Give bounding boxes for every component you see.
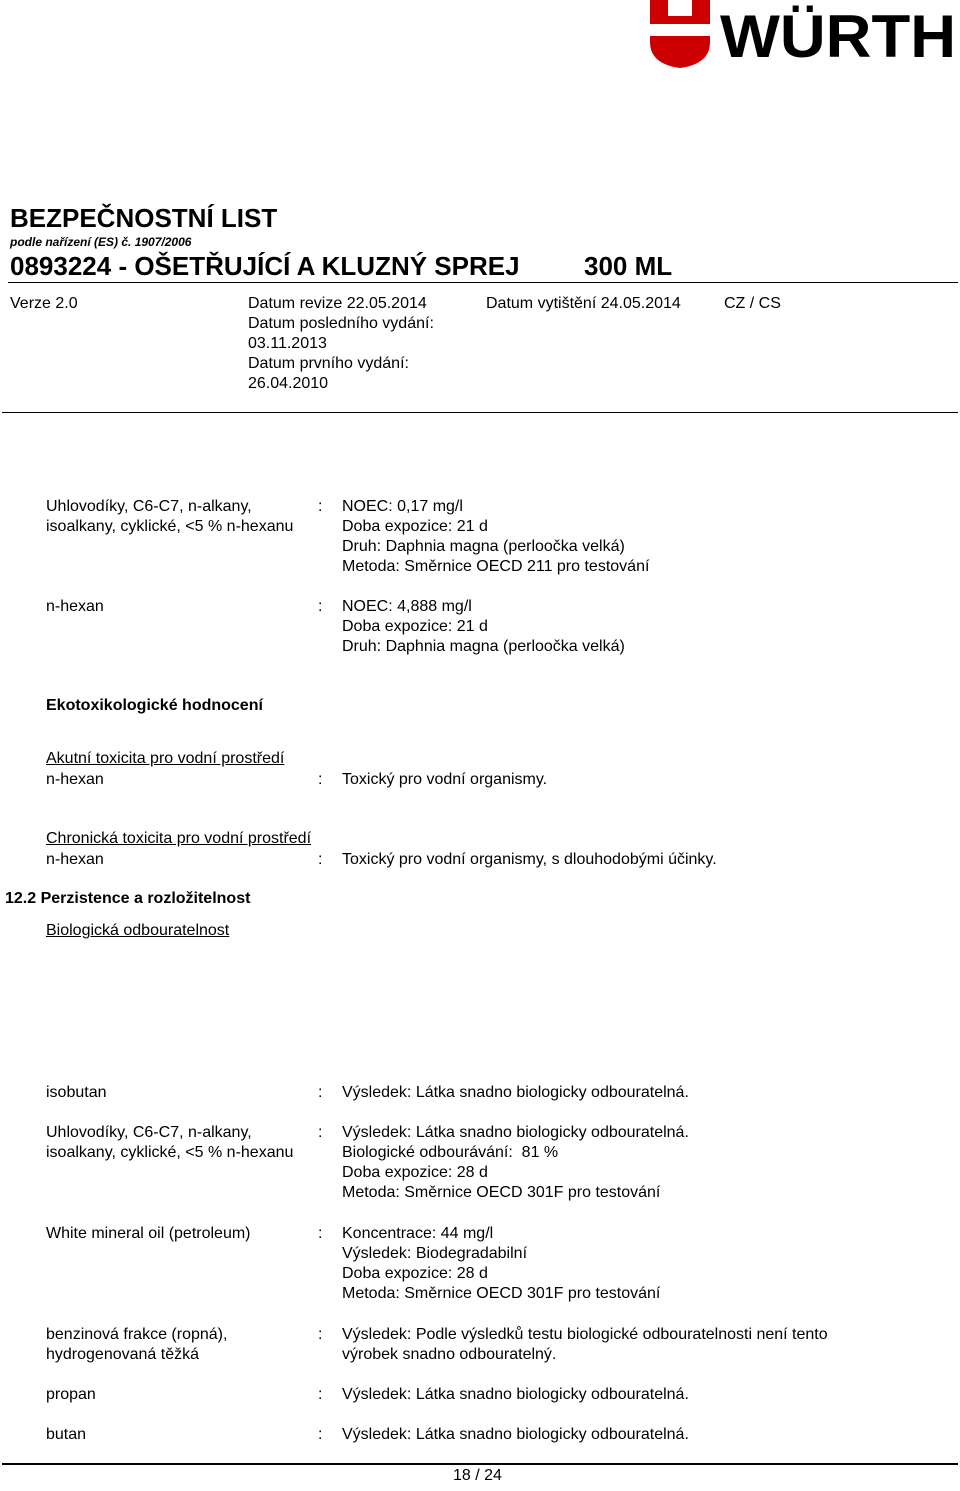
substance-name: White mineral oil (petroleum) bbox=[46, 1225, 251, 1242]
value-line: Doba expozice: 21 d bbox=[342, 618, 488, 635]
value-line: Druh: Daphnia magna (perloočka velká) bbox=[342, 638, 625, 655]
substance-name: n-hexan bbox=[46, 851, 104, 868]
value-line: NOEC: 4,888 mg/l bbox=[342, 598, 472, 615]
product-size: 300 ML bbox=[584, 251, 673, 281]
country-language: CZ / CS bbox=[724, 295, 781, 312]
chronic-toxicity-heading: Chronická toxicita pro vodní prostředí bbox=[46, 830, 312, 847]
first-issue-date: 26.04.2010 bbox=[248, 375, 329, 392]
last-issue-date: 03.11.2013 bbox=[248, 335, 327, 352]
product-title: 0893224 - OŠETŘUJÍCÍ A KLUZNÝ SPREJ bbox=[10, 251, 520, 281]
first-issue-label: Datum prvního vydání: bbox=[248, 355, 409, 372]
wurth-logo bbox=[648, 0, 958, 70]
version-label: Verze 2.0 bbox=[10, 295, 78, 312]
eco-assessment-heading: Ekotoxikologické hodnocení bbox=[46, 697, 263, 714]
header-divider bbox=[2, 412, 958, 413]
value-line: Doba expozice: 28 d bbox=[342, 1164, 488, 1181]
substance-name: n-hexan bbox=[46, 598, 104, 615]
noec-values bbox=[342, 597, 942, 657]
substance-name: butan bbox=[46, 1426, 87, 1443]
regulation-subtitle: podle nařízení (ES) č. 1907/2006 bbox=[10, 235, 192, 249]
substance-name: n-hexan bbox=[46, 771, 104, 788]
biodegradability-heading: Biologická odbouratelnost bbox=[46, 922, 230, 939]
svg-text:WÜRTH: WÜRTH bbox=[720, 3, 956, 70]
substance-name: isobutan bbox=[46, 1084, 107, 1101]
value-line: Doba expozice: 28 d bbox=[342, 1265, 488, 1282]
revision-date: Datum revize 22.05.2014 bbox=[248, 295, 427, 312]
value-line: Koncentrace: 44 mg/l bbox=[342, 1225, 494, 1242]
last-issue-label: Datum posledního vydání: bbox=[248, 315, 434, 332]
value-line: Toxický pro vodní organismy, s dlouhodobými účinky. bbox=[342, 851, 717, 868]
substance-name: Uhlovodíky, C6-C7, n-alkany, isoalkany, cyklické, <5 % n-hexanu bbox=[46, 498, 294, 535]
acute-toxicity-heading: Akutní toxicita pro vodní prostředí bbox=[46, 750, 285, 767]
value-line: Metoda: Směrnice OECD 301F pro testování bbox=[342, 1184, 661, 1201]
page-number: 18 / 24 bbox=[453, 1467, 502, 1484]
noec-values bbox=[342, 497, 942, 577]
value-line: NOEC: 0,17 mg/l bbox=[342, 498, 463, 515]
title-divider bbox=[8, 282, 958, 283]
document-title: BEZPEČNOSTNÍ LIST bbox=[10, 203, 278, 233]
value-line: Výsledek: Látka snadno biologicky odbouratelná. bbox=[342, 1124, 689, 1141]
value-line: Výsledek: Látka snadno biologicky odbouratelná. bbox=[342, 1386, 689, 1403]
value-line: Biologické odbourávání: 81 % bbox=[342, 1144, 559, 1161]
value-line: Toxický pro vodní organismy. bbox=[342, 771, 548, 788]
substance-name: propan bbox=[46, 1386, 96, 1403]
value-line: Výsledek: Látka snadno biologicky odbouratelná. bbox=[342, 1084, 689, 1101]
value-line: Výsledek: Biodegradabilní bbox=[342, 1245, 528, 1262]
value-line: Výsledek: Podle výsledků testu biologické odbouratelnosti není tento bbox=[342, 1326, 828, 1343]
substance-name: benzinová frakce (ropná), hydrogenovaná těžká bbox=[46, 1326, 228, 1363]
footer-divider bbox=[2, 1463, 958, 1465]
print-date: Datum vytištění 24.05.2014 bbox=[486, 295, 681, 312]
issue-dates bbox=[248, 294, 434, 394]
substance-name: Uhlovodíky, C6-C7, n-alkany, isoalkany, cyklické, <5 % n-hexanu bbox=[46, 1124, 294, 1161]
value-line: Druh: Daphnia magna (perloočka velká) bbox=[342, 538, 625, 555]
value-line: Metoda: Směrnice OECD 301F pro testování bbox=[342, 1285, 661, 1302]
section-heading: 12.2 Perzistence a rozložitelnost bbox=[5, 890, 251, 907]
value-line: Výsledek: Látka snadno biologicky odbouratelná. bbox=[342, 1426, 689, 1443]
value-line: výrobek snadno odbouratelný. bbox=[342, 1346, 557, 1363]
value-line: Metoda: Směrnice OECD 211 pro testování bbox=[342, 558, 650, 575]
value-line: Doba expozice: 21 d bbox=[342, 518, 488, 535]
